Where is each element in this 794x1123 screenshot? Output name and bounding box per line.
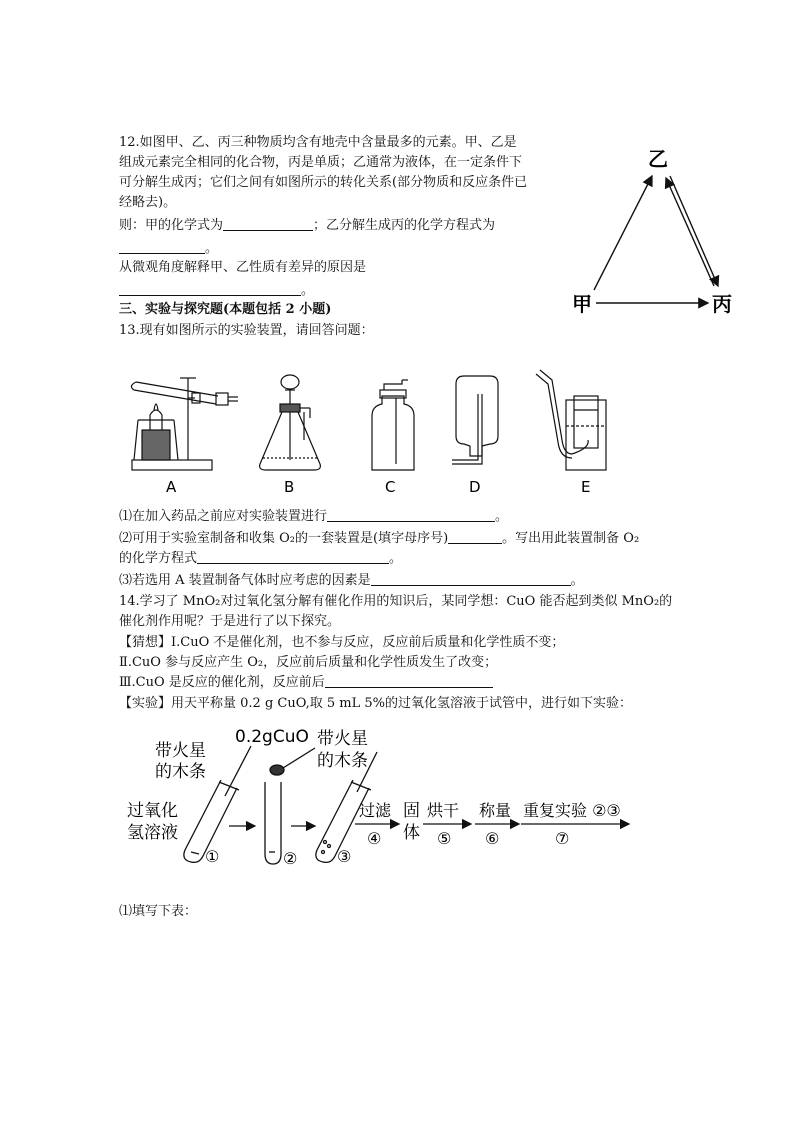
q12-equation-prompt: ；乙分解生成丙的化学方程式为 (313, 218, 496, 233)
label-a: A (166, 478, 177, 496)
q14-fill-table: ⑴填写下表： (119, 904, 198, 919)
apparatus-b (260, 375, 321, 470)
label-c: C (385, 478, 396, 496)
step-6: ⑥ (485, 829, 500, 848)
answer-blank-reason[interactable] (119, 282, 301, 296)
cuo-experiment-flow-diagram (125, 724, 645, 874)
q13-p2-end: 。 (389, 551, 403, 566)
lab-apparatus-figure (120, 360, 640, 500)
q14-guess3-text: Ⅲ.CuO 是反应的催化剂，反应前后 (119, 675, 325, 690)
arrow-bing-to-yi (666, 178, 714, 286)
q13-p1-end: 。 (495, 509, 509, 524)
q14-experiment: 【实验】用天平称量 0.2 g CuO,取 5 mL 5%的过氧化氢溶液于试管中，进行如下实验： (119, 696, 632, 711)
answer-blank-guess3[interactable] (325, 674, 493, 688)
test-tube-2 (265, 748, 315, 864)
q12-line7: 从微观角度解释甲、乙性质有差异的原因是 (119, 260, 367, 275)
q13-p2-text-b: 。写出用此装置制备 O₂ (502, 531, 640, 546)
solution-line2: 氢溶液 (127, 823, 178, 843)
apparatus-c (372, 380, 414, 470)
step-5: ⑤ (437, 829, 452, 848)
apparatus-d (452, 376, 498, 464)
weigh-label: 称量 (479, 801, 512, 820)
q14-guess1: 【猜想】Ⅰ.CuO 不是催化剂，也不参与反应，反应前后质量和化学性质不变； (119, 635, 565, 650)
step-4: ④ (367, 829, 382, 848)
label-jia: 甲 (572, 292, 592, 316)
q14-guess2: Ⅱ.CuO 参与反应产生 O₂，反应前后质量和化学性质发生了改变； (119, 655, 498, 670)
arrow-yi-to-bing (670, 176, 718, 286)
q14-line2: 催化剂作用呢？于是进行了以下探究。 (119, 614, 341, 629)
q12-line8 (119, 282, 314, 300)
q14-guess3 (119, 674, 493, 692)
step-7: ⑦ (555, 829, 570, 848)
q12-line4: 经略去)。 (119, 195, 177, 210)
answer-blank-check[interactable] (327, 508, 495, 522)
answer-blank-o2-equation[interactable] (197, 550, 389, 564)
q13-p2-text-c: 的化学方程式 (119, 551, 198, 566)
q12-line8-end: 。 (301, 283, 315, 298)
splint2-line2: 的木条 (317, 751, 368, 771)
splint1-line2: 的木条 (155, 762, 206, 782)
q12-line2: 组成元素完全相同的化合物，丙是单质；乙通常为液体，在一定条件下 (119, 155, 523, 170)
transformation-triangle-diagram (560, 140, 750, 325)
section3-heading: 三、实验与探究题(本题包括 2 小题) (119, 302, 332, 317)
splint2-line1: 带火星 (317, 729, 368, 749)
dry-label: 烘干 (427, 801, 460, 820)
label-e: E (581, 478, 591, 496)
q12-line5 (119, 217, 495, 235)
q12-line1: 12.如图甲、乙、丙三种物质均含有地壳中含量最多的元素。甲、乙是 (119, 135, 517, 150)
answer-blank-equation[interactable] (119, 240, 205, 254)
q13-p3 (119, 572, 584, 590)
solid-line2: 体 (403, 823, 420, 843)
q13-p1 (119, 508, 508, 526)
q12-line6-end: 。 (205, 241, 219, 256)
q13-p2 (119, 530, 639, 548)
q12-line3: 可分解生成丙；它们之间有如图所示的转化关系(部分物质和反应条件已 (119, 175, 528, 190)
q13-p2-text: ⑵可用于实验室制备和收集 O₂的一套装置是(填字母序号) (119, 531, 449, 546)
answer-blank-apparatus[interactable] (448, 530, 502, 544)
repeat-label: 重复实验 ②③ (523, 801, 621, 820)
answer-blank-formula[interactable] (223, 217, 313, 231)
apparatus-a (131, 378, 238, 470)
q14-line1: 14.学习了 MnO₂对过氧化氢分解有催化作用的知识后，某同学想：CuO 能否起到类似 MnO₂的 (119, 594, 673, 609)
filter-label: 过滤 (359, 801, 392, 820)
label-d: D (469, 478, 481, 496)
answer-blank-factors[interactable] (371, 572, 571, 586)
step-1: ① (205, 847, 220, 866)
q13-intro: 13.现有如图所示的实验装置，请回答问题： (119, 323, 374, 338)
q13-p3-text: ⑶若选用 A 装置制备气体时应考虑的因素是 (119, 573, 371, 588)
q13-p3-end: 。 (570, 573, 584, 588)
q13-p2-line2 (119, 550, 402, 568)
splint1-line1: 带火星 (155, 741, 206, 761)
q12-line6 (119, 240, 218, 258)
label-bing: 丙 (712, 292, 732, 316)
solid-line1: 固 (403, 801, 420, 821)
solution-line1: 过氧化 (127, 801, 178, 821)
step-3: ③ (337, 847, 352, 866)
label-b: B (284, 478, 295, 496)
apparatus-e (536, 370, 606, 470)
q12-formula-prompt: 则：甲的化学式为 (119, 218, 224, 233)
step-2: ② (283, 849, 298, 868)
arrow-jia-to-yi (594, 176, 652, 290)
q13-p1-text: ⑴在加入药品之前应对实验装置进行 (119, 509, 328, 524)
cuo-label: 0.2gCuO (235, 727, 309, 747)
label-yi: 乙 (648, 147, 668, 171)
